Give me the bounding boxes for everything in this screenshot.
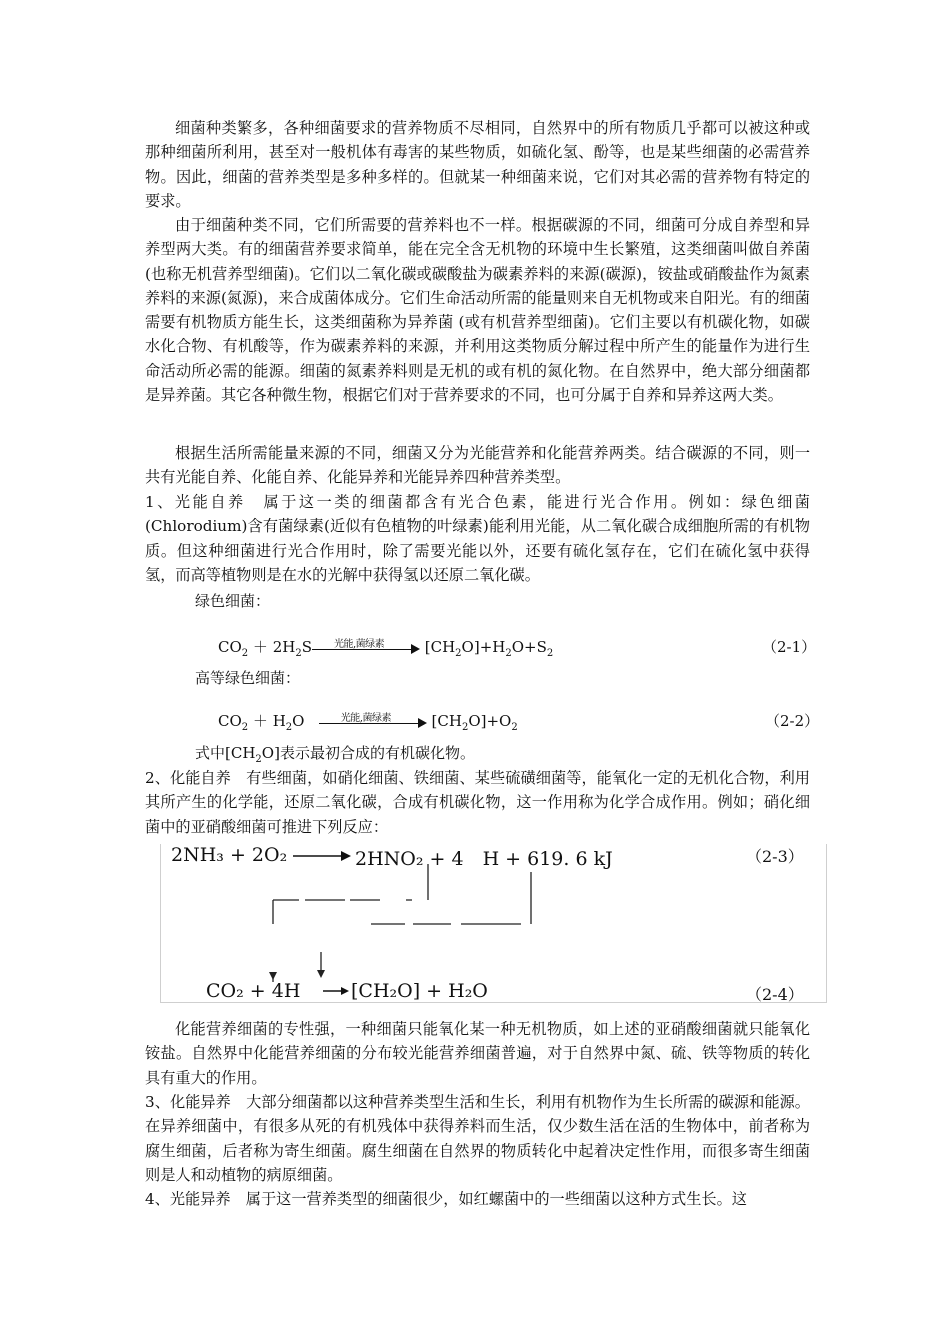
scanned-equation-figure [160,844,827,1003]
paragraph-1: 细菌种类繁多，各种细菌要求的营养物质不尽相同，自然界中的所有物质几乎都可以被这种或那种细菌所利用，甚至对一般机体有毒害的某些物质，如硫化氢、酚等，也是某些细菌的必需营养物。因此，细菌的营养类型是多种多样的。但就某一种细菌来说，它们对其必需的营养物有特定的要求。 [145,119,810,210]
eq4-number: （2-4） [746,985,804,1004]
eq2-label: 高等绿色细菌： [195,669,301,687]
eq3-number: （2-3） [746,847,804,866]
eq1-label: 绿色细菌： [195,592,271,610]
eq3-left: 2NH₃ + 2O₂ [171,844,288,866]
paragraph-3: 根据生活所需能量来源的不同，细菌又分为光能营养和化能营养两类。结合碳源的不同，则一共有光能自养、化能自养、化能异养和光能异养四种营养类型。 [145,444,810,487]
reaction-arrow-icon [321,984,351,998]
eq4-right: [CH₂O] + H₂O [351,980,488,1002]
paragraph-9: 4、光能异养 属于这一营养类型的细菌很少，如红螺菌中的一些细菌以这种方式生长。这 [145,1190,747,1208]
formula-note: 式中$[CH_2O]$表示最初合成的有机碳化物。 [195,744,475,765]
equation-2-1: $CO_2 + 2H_2S$ 光能,菌绿素 $[CH_2O]+H_2O+S_2$ [218,636,553,659]
equation-2-2: $CO_2 + H_2O$ 光能,菌绿素 $[CH_2O]+O_2$ [218,710,518,733]
paragraph-2: 由于细菌种类不同，它们所需要的营养料也不一样。根据碳源的不同，细菌可分成自养型和异养型两大类。有的细菌营养要求简单，能在完全含无机物的环境中生长繁殖，这类细菌叫做自养菌(也称无机营养型细菌)。它们以二氧化碳或碳酸盐为碳素养料的来源(碳源)，铵盐或硝酸盐作为氮素养料的来源(氮源)，来合成菌体成分。它们生命活动所需的能量则来自无机物或来自阳光。有的细菌需要有机物质方能生长，这类细菌称为异养菌 (或有机营养型细菌)。它们主要以有机碳化物，如碳水化合物、有机酸等，作为碳素养料的来源，并利用这类物质分解过程中所产生的能量作为进行生命活动所必需的能源。细菌的氮素养料则是无机的或有机的氮化物。在自然界中，绝大部分细菌都是异养菌。其它各种微生物，根据它们对于营养要求的不同，也可分属于自养和异养这两大类。 [145,216,810,405]
paragraph-4: 1、光能自养 属于这一类的细菌都含有光合色素，能进行光合作用。例如：绿色细菌(Chlorodium)含有菌绿素(近似有色植物的叶绿素)能利用光能，从二氧化碳合成细胞所需的有机物质。但这种细菌进行光合作用时，除了需要光能以外，还要有硫化氢存在，它们在硫化氢中获得氢，而高等植物则是在水的光解中获得氢以还原二氧化碳。 [145,493,810,584]
arrow-caption: 光能,菌绿素 [333,639,385,650]
reaction-arrow-icon [312,641,420,655]
eq4-left: CO₂ + 4H [206,980,301,1002]
paragraph-8: 3、化能异养 大部分细菌都以这种营养类型生活和生长，利用有机物作为生长所需的碳源和能源。在异养细菌中，有很多从死的有机残体中获得养料而生活，仅少数生活在活的生物体中，前者称为腐生细菌，后者称为寄生细菌。腐生细菌在自然界的物质转化中起着决定性作用，而很多寄生细菌则是人和动植物的病原细菌。 [145,1093,810,1184]
eq3-right: 2HNO₂ + 4 H + 619. 6 kJ [355,848,613,870]
eq1-number: （2-1） [762,638,817,656]
arrow-caption: 光能,菌绿素 [340,713,391,724]
electron-transfer-lines [261,862,621,982]
paragraph-7: 化能营养细菌的专性强，一种细菌只能氧化某一种无机物质，如上述的亚硝酸细菌就只能氧化铵盐。自然界中化能营养细菌的分布较光能营养细菌普遍，对于自然界中氮、硫、铁等物质的转化具有重大的作用。 [145,1020,810,1087]
eq2-number: （2-2） [765,712,820,730]
reaction-arrow-icon [319,715,427,729]
paragraph-6: 2、化能自养 有些细菌，如硝化细菌、铁细菌、某些硫磺细菌等，能氧化一定的无机化合物，利用其所产生的化学能，还原二氧化碳，合成有机碳化物，这一作用称为化学合成作用。例如；硝化细菌中的亚硝酸细菌可推进下列反应： [145,769,810,836]
